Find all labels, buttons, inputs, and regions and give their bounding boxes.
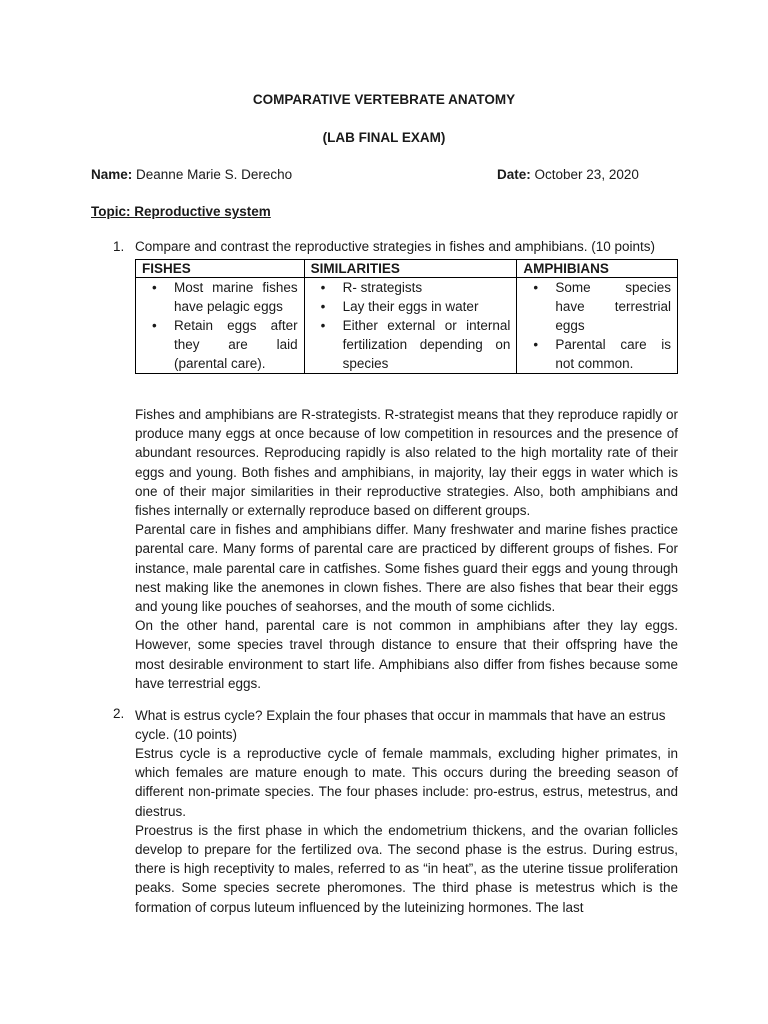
answer-paragraph: Parental care in fishes and amphibians differ. Many freshwater and marine fishes practice parental care. Many forms of parental care are practiced by different groups of fishes. For instance, male parental care in catfishes. Some fishes guard their eggs and young through nest making like the anemones in clown fishes. There are also fishes that bear their eggs and young like pouches of seahorses, and the mouth of some cichlids. <box>135 522 678 615</box>
table-row <box>136 278 678 374</box>
similarities-cell <box>304 278 517 374</box>
question-2-text: What is estrus cycle? Explain the four phases that occur in mammals that have an estrus cycle. (10 points) <box>135 708 666 743</box>
question-2-number: 2. <box>113 706 125 721</box>
comparison-table <box>135 259 678 374</box>
table-header-row <box>136 260 678 278</box>
question-2-answer <box>135 744 678 917</box>
list-item: • Most marine fishes have pelagic eggs <box>174 278 298 316</box>
document-title: COMPARATIVE VERTEBRATE ANATOMY <box>252 92 516 107</box>
topic-heading: Topic: Reproductive system <box>91 204 271 219</box>
header-fishes: FISHES <box>136 260 305 278</box>
question-1-number: 1. <box>113 239 125 254</box>
list-item: • Either external or internal fertilization depending on species <box>343 316 511 373</box>
amphibians-cell <box>517 278 678 374</box>
list-item: • Some species have terrestrial eggs <box>555 278 671 335</box>
question-1-answer <box>135 405 678 693</box>
answer-paragraph: Estrus cycle is a reproductive cycle of female mammals, excluding higher primates, in which females are mature enough to mate. This occurs during the breeding season of different non-primate species. The four phases include: pro-estrus, estrus, metestrus, and diestrus. <box>135 746 678 819</box>
header-amphibians: AMPHIBIANS <box>517 260 678 278</box>
name-label: Name: <box>91 167 133 182</box>
date-value: October 23, 2020 <box>534 167 639 182</box>
question-1-text: Compare and contrast the reproductive strategies in fishes and amphibians. (10 points) <box>135 239 656 254</box>
date-row <box>497 167 639 182</box>
list-item: • Retain eggs after they are laid (parental care). <box>174 316 298 373</box>
list-item: • Parental care is not common. <box>555 335 671 373</box>
answer-paragraph: Proestrus is the first phase in which the endometrium thickens, and the ovarian follicles develop to prepare for the fertilized ova. The second phase is the estrus. During estrus, there is high receptivity to males, referred to as “in heat”, as the uterine tissue proliferation peaks. Some species secrete pheromones. The third phase is metestrus which is the formation of corpus luteum influenced by the luteinizing hormones. The last <box>135 822 678 915</box>
answer-paragraph: On the other hand, parental care is not common in amphibians after they lay eggs. However, some species travel through distance to ensure that their offspring have the most desirable environment to start life. Amphibians also differ from fishes because some have terrestrial eggs. <box>135 618 678 691</box>
name-row <box>91 167 292 182</box>
date-label: Date: <box>497 167 531 182</box>
header-similarities: SIMILARITIES <box>304 260 517 278</box>
answer-paragraph: Fishes and amphibians are R-strategists. R-strategist means that they reproduce rapidly or produce many eggs at once because of low competition in resources and the presence of abundant resources. Reproducing rapidly is also related to the high mortality rate of their eggs and young. Both fishes and amphibians, in majority, lay their eggs in water which is one of their major similarities in their reproductive strategies. Also, both amphibians and fishes internally or externally reproduce based on different groups. <box>135 407 678 519</box>
fishes-cell <box>136 278 305 374</box>
list-item: • R- strategists <box>343 278 511 297</box>
document-subtitle: (LAB FINAL EXAM) <box>322 130 446 145</box>
name-value: Deanne Marie S. Derecho <box>136 167 293 182</box>
list-item: • Lay their eggs in water <box>343 297 511 316</box>
